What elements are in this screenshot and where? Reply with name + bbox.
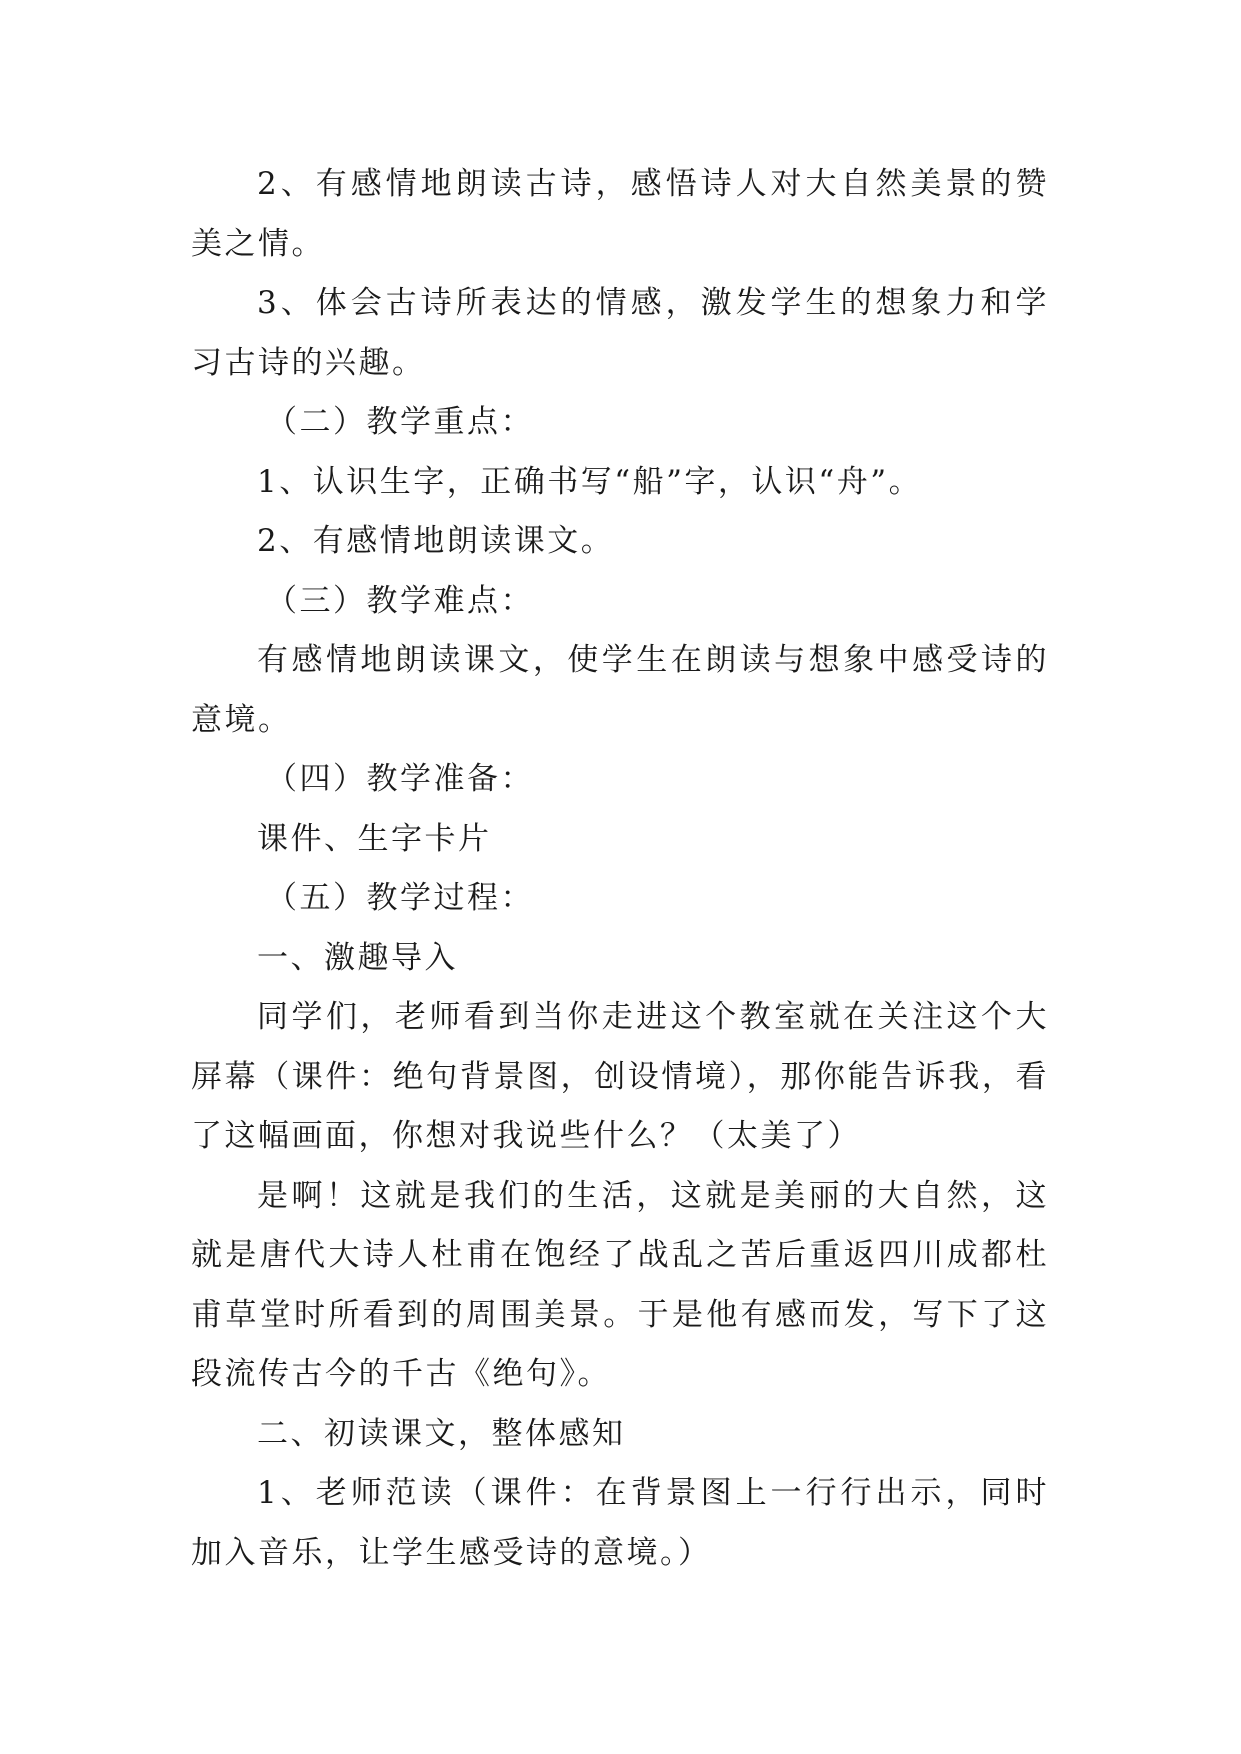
teacher-reading-paragraph: 1、老师范读（课件：在背景图上一行行出示，同时加入音乐，让学生感受诗的意境。） [191,1475,1049,1571]
section-heading-key-points: （二）教学重点： [266,404,534,440]
objective-3-paragraph: 3、体会古诗所表达的情感，激发学生的想象力和学习古诗的兴趣。 [191,285,1049,381]
poet-background-paragraph: 是啊！这就是我们的生活，这就是美丽的大自然，这就是唐代大诗人杜甫在饱经了战乱之苦后重返四川成都杜甫草堂时所看到的周围美景。于是他有感而发，写下了这段流传古今的千古《绝句》。 [191,1177,1049,1392]
key-point-2-paragraph: 2、有感情地朗读课文。 [257,523,615,559]
intro-paragraph: 同学们，老师看到当你走进这个教室就在关注这个大屏幕（课件：绝句背景图，创设情境），那你能告诉我，看了这幅画面，你想对我说些什么？（太美了） [191,999,1049,1154]
difficulty-paragraph: 有感情地朗读课文，使学生在朗读与想象中感受诗的意境。 [191,642,1049,738]
objective-2-paragraph: 2、有感情地朗读古诗，感悟诗人对大自然美景的赞美之情。 [191,166,1049,262]
document-body [191,155,1049,1583]
step-2-heading: 二、初读课文，整体感知 [257,1415,626,1452]
step-1-heading: 一、激趣导入 [257,939,458,976]
section-heading-difficulties: （三）教学难点： [266,582,534,619]
section-heading-process: （五）教学过程： [266,880,534,916]
preparation-paragraph: 课件、生字卡片 [257,820,492,857]
section-heading-preparation: （四）教学准备： [266,761,534,797]
key-point-1-paragraph: 1、认识生字，正确书写“船”字，认识“舟”。 [257,463,923,500]
